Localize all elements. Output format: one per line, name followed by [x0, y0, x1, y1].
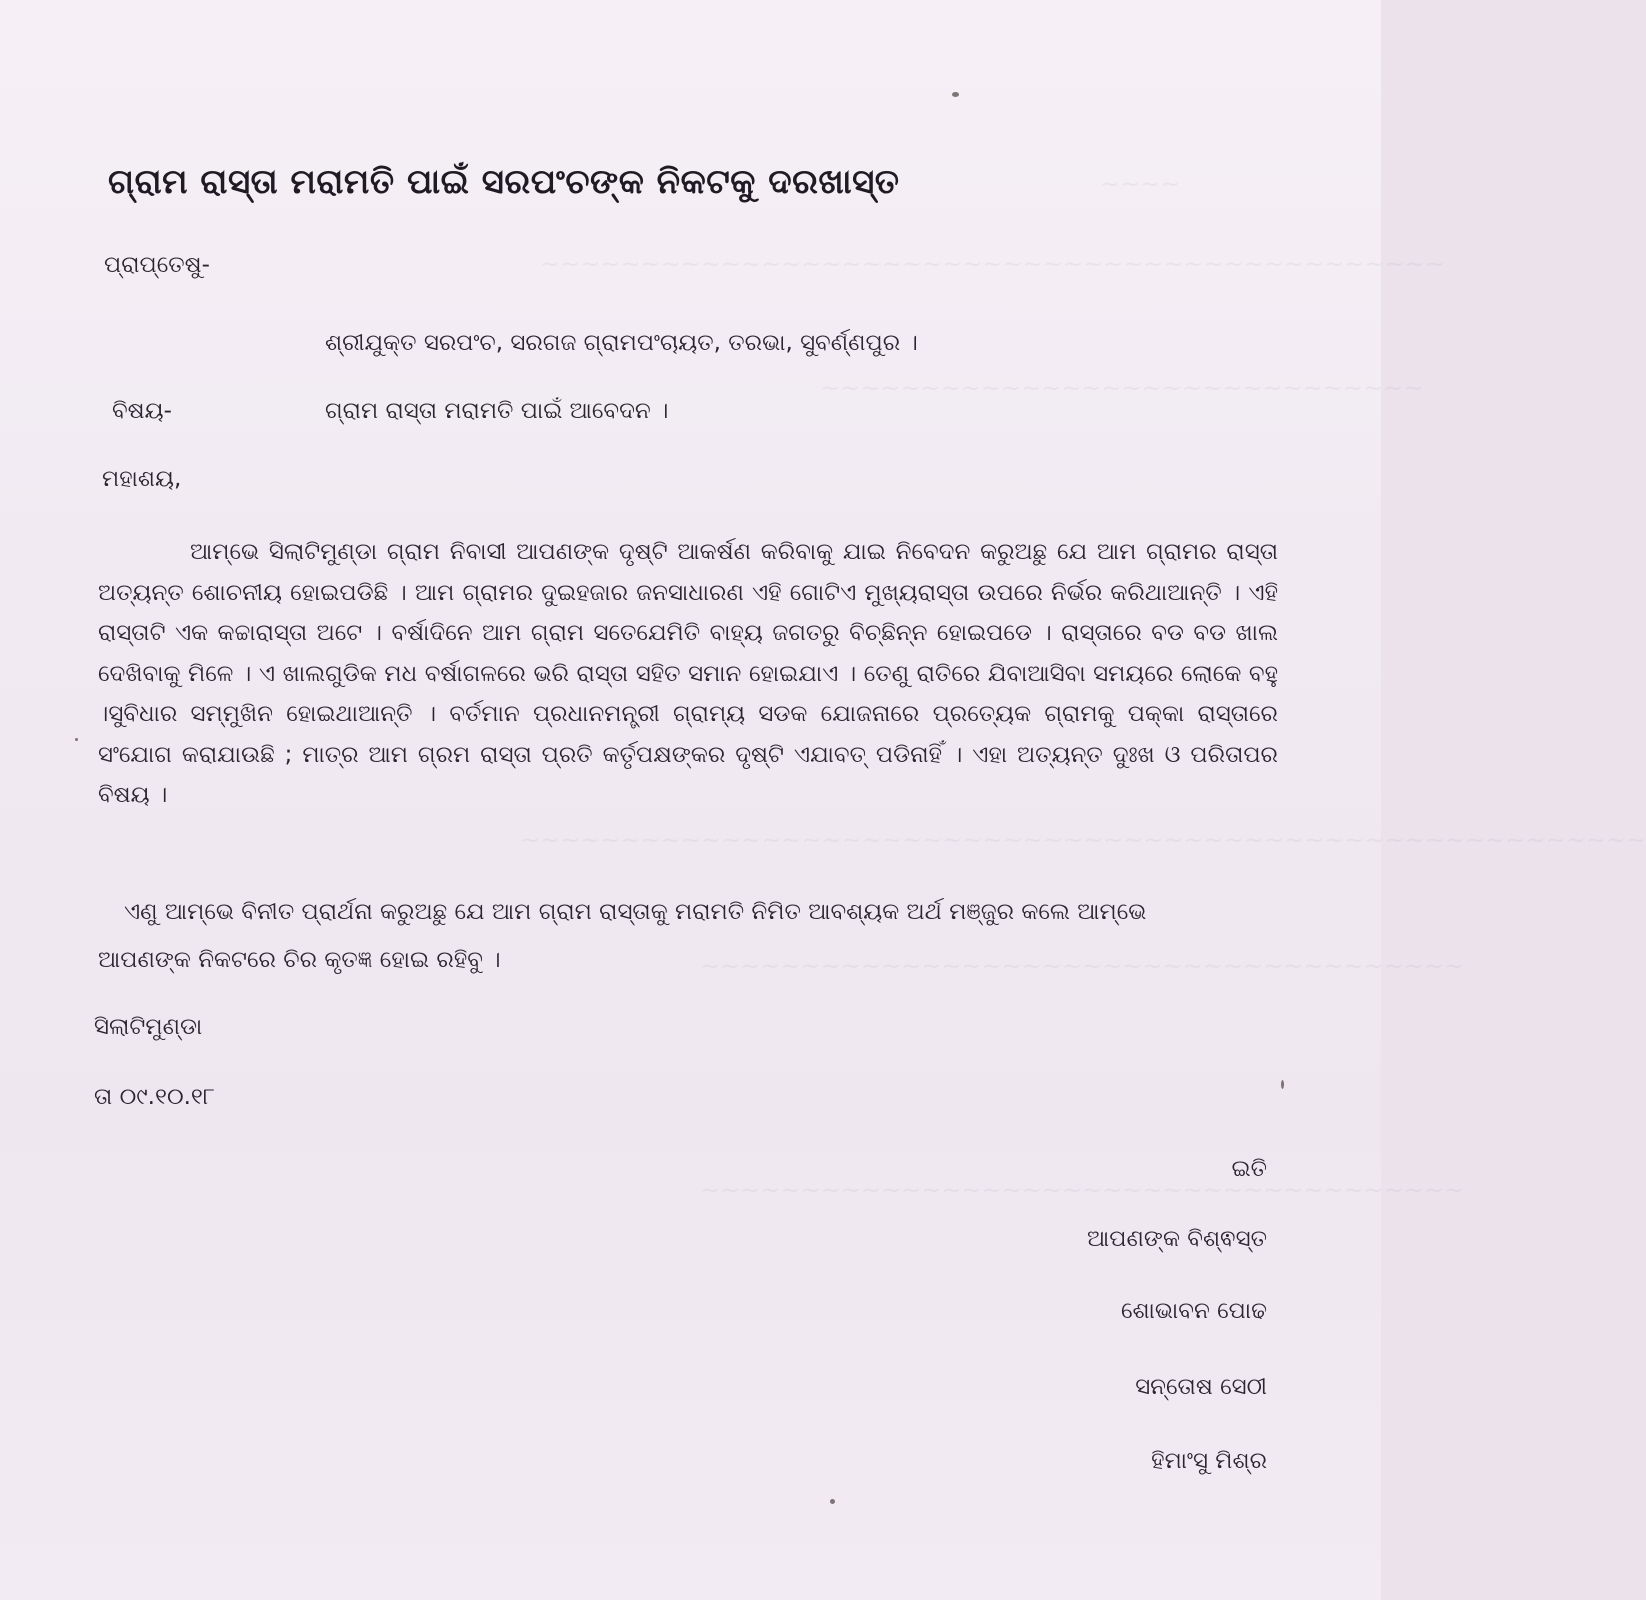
signatory-name: ସନ୍ତୋଷ ସେଠୀ — [1135, 1374, 1267, 1400]
bleed-through-text: ~~~~~~~~~~~~~~~~~~~~~~~~~~~~~~~~~~~~~~ — [700, 952, 1465, 980]
ink-speck — [830, 1499, 835, 1504]
bleed-through-text: ~~~~~~~~~~~~~~~~~~~~~~~~~~~~~~~~~~~~~~~~~~~~~ — [540, 250, 1445, 278]
body-paragraph-1: ଆମ୍ଭେ ସିଲାଟିମୁଣ୍ଡା ଗ୍ରାମ ନିବାସୀ ଆପଣଙ୍କ ଦୃଷ୍ଟି ଆକର୍ଷଣ କରିବାକୁ ଯାଇ ନିବେଦନ କରୁଅଛୁ ଯେ ଆମ ଗ୍ରାମର ରାସ୍ତା ଅତ୍ୟନ୍ତ ଶୋଚନୀୟ ହୋଇପଡିଛି । ଆମ ଗ୍ରାମର ଦୁଇହଜାର ଜନସାଧାରଣ ଏହି ଗୋଟିଏ ମୁଖ୍ୟରାସ୍ତା ଉପରେ ନିର୍ଭର କରିଥାଆନ୍ତି । ଏହି ରାସ୍ତାଟି ଏକ କଚ୍ଚାରାସ୍ତା ଅଟେ । ବର୍ଷାଦିନେ ଆମ ଗ୍ରାମ ସତେଯେମିତି ବାହ୍ୟ ଜଗତରୁ ବିଚ୍ଛିନ୍ନ ହୋଇପଡେ । ରାସ୍ତାରେ ବଡ ବଡ ଖାଲ ଦେଖିବାକୁ ମିଳେ । ଏ ଖାଲଗୁଡିକ ମଧ ବର୍ଷାଗଳରେ ଭରି ରାସ୍ତା ସହିତ ସମାନ ହୋଇଯାଏ । ତେଣୁ ରାତିରେ ଯିବାଆସିବା ସମୟରେ ଲୋକେ ବହୁ ।ସୁବିଧାର ସମ୍ମୁଖିନ ହୋଇଥାଆନ୍ତି । ବର୍ତମାନ ପ୍ରଧାନମନ୍ତ୍ରୀ ଗ୍ରାମ୍ୟ ସଡକ ଯୋଜନାରେ ପ୍ରତ୍ୟେକ ଗ୍ରାମକୁ ପକ୍କା ରାସ୍ତାରେ ସଂଯୋଗ କରାଯାଉଛି ; ମାତ୍ର ଆମ ଗ୍ରମ ରାସ୍ତା ପ୍ରତି କର୍ତୃପକ୍ଷଙ୍କର ଦୃଷ୍ଟି ଏଯାବତ୍ ପଡିନାହିଁ । ଏହା ଅତ୍ୟନ୍ତ ଦୁଃଖ ଓ ପରିତାପର ବିଷୟ । — [98, 539, 1278, 808]
recipient-address: ଶ୍ରୀଯୁକ୍ତ ସରପଂଚ, ସରଗଜ ଗ୍ରାମପଂଚାୟତ, ତରଭା, ସୁବର୍ଣ୍ଣପୁର । — [325, 330, 918, 356]
ink-speck — [75, 738, 78, 741]
signatory-name: ଶୋଭାବନ ପୋଢ — [1121, 1298, 1267, 1324]
greeting: ମହାଶୟ, — [102, 466, 182, 492]
bleed-through-text: ~~~~~~~~~~~~~~~~~~~~~~~~~~~~~~~~~~~~~~ — [700, 1176, 1465, 1204]
subject-text: ଗ୍ରାମ ରାସ୍ତା ମରାମତି ପାଇଁ ଆବେଦନ । — [325, 398, 669, 424]
ink-speck — [952, 92, 959, 97]
bleed-through-text: ~~~~~~~~~~~~~~~~~~~~~~~~~~~~~~ — [820, 374, 1424, 402]
closing-word: ଇତି — [1231, 1156, 1267, 1182]
place: ସିଲାଟିମୁଣ୍ଡା — [94, 1014, 203, 1040]
bleed-through-text: ~~~~~~~~~~~~~~~~~~~~~~~~~~~~~~~~~~~~~~~~~~~~~~~~~~~~~~~~ — [520, 826, 1646, 854]
date: ତା ୦୯.୧୦.୧୮ — [94, 1084, 215, 1110]
letter-title: ଗ୍ରାମ ରାସ୍ତା ମରାମତି ପାଇଁ ସରପଂଚଙ୍କ ନିକଟକୁ ଦରଖାସ୍ତ — [108, 162, 900, 202]
bleed-through-text: ~~~~ — [1100, 170, 1181, 198]
salutation: ପ୍ରାପ୍ତେଷୁ- — [104, 252, 210, 278]
body-paragraph-2: ଏଣୁ ଆମ୍ଭେ ବିନୀତ ପ୍ରାର୍ଥନା କରୁଅଛୁ ଯେ ଆମ ଗ୍ରାମ ରାସ୍ତାକୁ ମରାମତି ନିମିତ ଆବଶ୍ୟକ ଅର୍ଥ ମଞ୍ଜୁର କଲେ ଆମ୍ଭେ ଆପଣଙ୍କ ନିକଟରେ ଚିର କୃତଜ୍ଞ ହୋଇ ରହିବୁ । — [98, 899, 1147, 973]
closing-phrase: ଆପଣଙ୍କ ବିଶ୍ଵସ୍ତ — [1087, 1226, 1267, 1252]
subject-label: ବିଷୟ- — [112, 398, 172, 424]
signatory-name: ହିମାଂସୁ ମିଶ୍ର — [1151, 1448, 1267, 1474]
ink-speck — [1281, 1080, 1284, 1089]
